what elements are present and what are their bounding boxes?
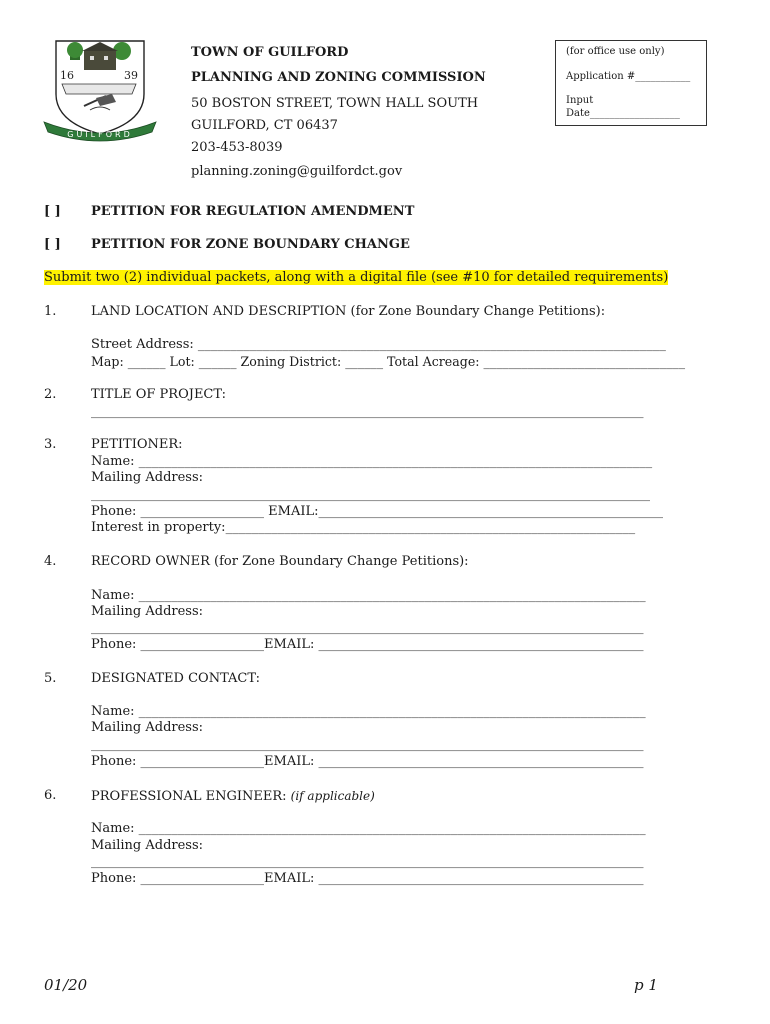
section-2-title: TITLE OF PROJECT: (91, 387, 226, 402)
label-zone-boundary-change: PETITION FOR ZONE BOUNDARY CHANGE (91, 237, 410, 252)
town-seal-logo (40, 38, 162, 144)
application-number-field[interactable]: Application #___________ (566, 71, 691, 82)
petitioner-phone-email-field[interactable]: Phone: ___________________ EMAIL:_____________________________________________________ (91, 504, 663, 519)
section-1-title: LAND LOCATION AND DESCRIPTION (for Zone Boundary Change Petitions): (91, 304, 606, 319)
engineer-name-field[interactable]: Name: ______________________________________________________________________________ (91, 821, 646, 836)
section-1-number: 1. (44, 304, 57, 319)
engineer-mailing-label: Mailing Address: (91, 838, 204, 853)
email-address: planning.zoning@guilfordct.gov (191, 164, 403, 179)
section-2-number: 2. (44, 387, 57, 402)
phone-number: 203-453-8039 (191, 140, 283, 155)
submission-notice (44, 270, 668, 286)
town-name: TOWN OF GUILFORD (191, 45, 349, 60)
seal-year-right: 39 (124, 69, 138, 82)
owner-mailing-field[interactable]: _____________________________________________________________________________________ (91, 620, 644, 635)
section-3-title: PETITIONER: (91, 437, 183, 452)
input-label: Input (566, 95, 594, 106)
section-6-title-note: (if applicable) (290, 789, 375, 803)
office-use-title: (for office use only) (566, 46, 665, 57)
owner-name-field[interactable]: Name: ______________________________________________________________________________ (91, 588, 646, 603)
city-state-zip: GUILFORD, CT 06437 (191, 118, 338, 133)
commission-name: PLANNING AND ZONING COMMISSION (191, 70, 486, 85)
engineer-phone-email-field[interactable]: Phone: ___________________EMAIL: __________________________________________________ (91, 871, 644, 886)
label-regulation-amendment: PETITION FOR REGULATION AMENDMENT (91, 204, 415, 219)
street-address-field[interactable]: Street Address: ________________________________________________________________________ (91, 337, 666, 352)
section-6-title-row (91, 788, 375, 805)
contact-phone-email-field[interactable]: Phone: ___________________EMAIL: __________________________________________________ (91, 754, 644, 769)
section-3-number: 3. (44, 437, 57, 452)
seal-banner-text: GUILFORD (67, 130, 133, 139)
petitioner-mailing-field[interactable]: ______________________________________________________________________________________ (91, 487, 650, 502)
map-lot-zoning-field[interactable]: Map: ______ Lot: ______ Zoning District: ______ Total Acreage: ________________________________ (91, 354, 686, 369)
checkbox-zone-boundary-change[interactable]: [ ] (44, 237, 61, 252)
section-6-number: 6. (44, 788, 57, 803)
contact-mailing-label: Mailing Address: (91, 720, 204, 735)
office-use-box (555, 40, 707, 126)
section-4-title: RECORD OWNER (for Zone Boundary Change Petitions): (91, 554, 469, 569)
input-date-field[interactable]: Date__________________ (566, 108, 680, 119)
section-6-title: PROFESSIONAL ENGINEER: (91, 789, 287, 804)
project-title-field[interactable]: _____________________________________________________________________________________ (91, 404, 644, 419)
contact-name-field[interactable]: Name: ______________________________________________________________________________ (91, 704, 646, 719)
owner-phone-email-field[interactable]: Phone: ___________________EMAIL: __________________________________________________ (91, 637, 644, 652)
form-revision-date: 01/20 (44, 976, 88, 994)
engineer-mailing-field[interactable]: _____________________________________________________________________________________ (91, 854, 644, 869)
owner-mailing-label: Mailing Address: (91, 604, 204, 619)
petitioner-mailing-label: Mailing Address: (91, 470, 204, 485)
seal-year-left: 16 (60, 69, 74, 82)
section-5-number: 5. (44, 671, 57, 686)
interest-in-property-field[interactable]: Interest in property:_______________________________________________________________ (91, 520, 636, 535)
section-5-title: DESIGNATED CONTACT: (91, 671, 260, 686)
section-4-number: 4. (44, 554, 57, 569)
petitioner-name-field[interactable]: Name: _______________________________________________________________________________ (91, 454, 653, 469)
street-address: 50 BOSTON STREET, TOWN HALL SOUTH (191, 96, 479, 111)
checkbox-regulation-amendment[interactable]: [ ] (44, 204, 61, 219)
page-number: p 1 (634, 976, 658, 994)
submission-notice-text: Submit two (2) individual packets, along with a digital file (see #10 for detailed requirements) (44, 270, 669, 285)
contact-mailing-field[interactable]: _____________________________________________________________________________________ (91, 737, 644, 752)
